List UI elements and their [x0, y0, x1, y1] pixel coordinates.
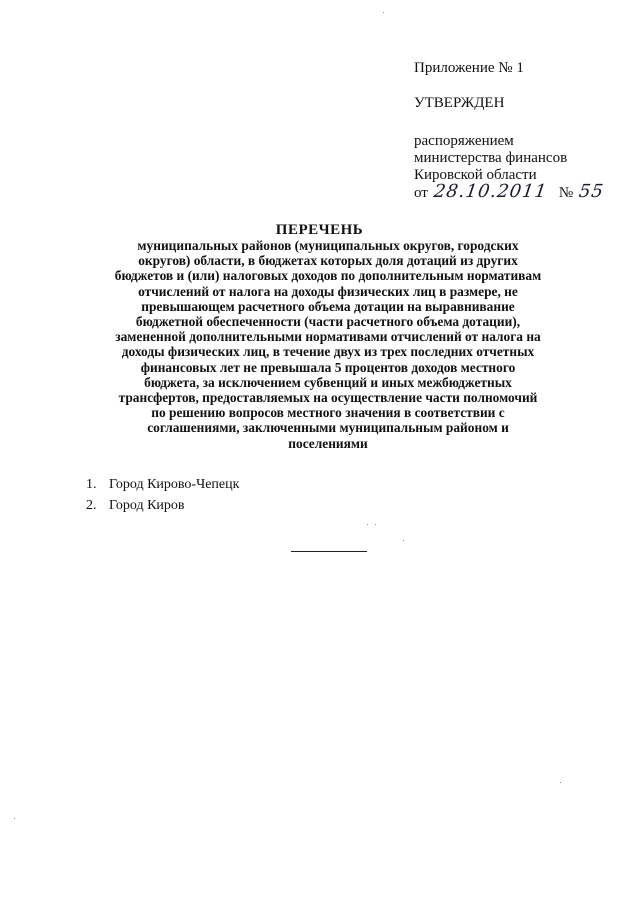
description-line: соглашениями, заключенными муниципальным районом и: [147, 420, 509, 436]
description-line: финансовых лет не превышала 5 процентов доходов местного: [140, 359, 516, 375]
document-description: [108, 238, 548, 451]
description-line: превышающем расчетного объема дотации на выравнивание: [141, 298, 515, 314]
list-item-text: Город Кирово-Чепецк: [109, 477, 240, 492]
appendix-number: Приложение № 1: [414, 60, 524, 76]
description-line: отчислений от налога на доходы физических лиц в размере, не: [138, 283, 518, 299]
handwritten-date: 28.10.2011: [432, 181, 549, 202]
scan-speck: [375, 524, 376, 525]
description-line: трансфертов, предоставляемых на осуществление части полномочий: [118, 390, 538, 406]
description-line: доходы физических лиц, в течение двух из трех последних отчетных: [121, 344, 535, 360]
handwritten-number: 55: [577, 181, 606, 202]
scan-speck: [14, 818, 15, 819]
municipality-list: [86, 474, 239, 516]
closing-rule: [291, 551, 367, 552]
description-line: бюджетной обеспеченности (части расчетного объема дотации),: [135, 314, 521, 330]
scan-speck: [560, 782, 561, 783]
list-item: [86, 495, 239, 516]
list-item-number: 2.: [86, 498, 97, 513]
list-item: [86, 474, 239, 495]
approved-by-line: распоряжением: [414, 133, 514, 149]
approved-by: [414, 133, 567, 184]
scan-speck: [383, 12, 384, 13]
scan-speck: [403, 540, 404, 541]
description-line: поселениями: [288, 435, 368, 451]
list-item-number: 1.: [86, 477, 97, 492]
scan-speck: [367, 524, 368, 525]
approved-label: УТВЕРЖДЕН: [414, 95, 505, 111]
description-line: округов) области, в бюджетах которых доля дотаций из других: [138, 253, 518, 269]
description-line: муниципальных районов (муниципальных округов, городских: [137, 238, 519, 253]
description-line: замененной дополнительными нормативами отчислений от налога на: [115, 329, 541, 345]
date-prefix: от: [414, 185, 428, 201]
approval-date-line: [414, 183, 604, 202]
description-line: бюджета, за исключением субвенций и иных межбюджетных: [144, 374, 512, 390]
number-prefix: №: [558, 185, 574, 201]
list-item-text: Город Киров: [109, 498, 185, 513]
approved-by-line: министерства финансов: [414, 150, 568, 166]
description-line: по решению вопросов местного значения в соответствии с: [151, 405, 505, 421]
description-line: бюджетов и (или) налоговых доходов по дополнительным нормативам: [114, 268, 542, 284]
approved-by-line: Кировской области: [414, 167, 537, 183]
document-title: ПЕРЕЧЕНЬ: [275, 222, 364, 238]
